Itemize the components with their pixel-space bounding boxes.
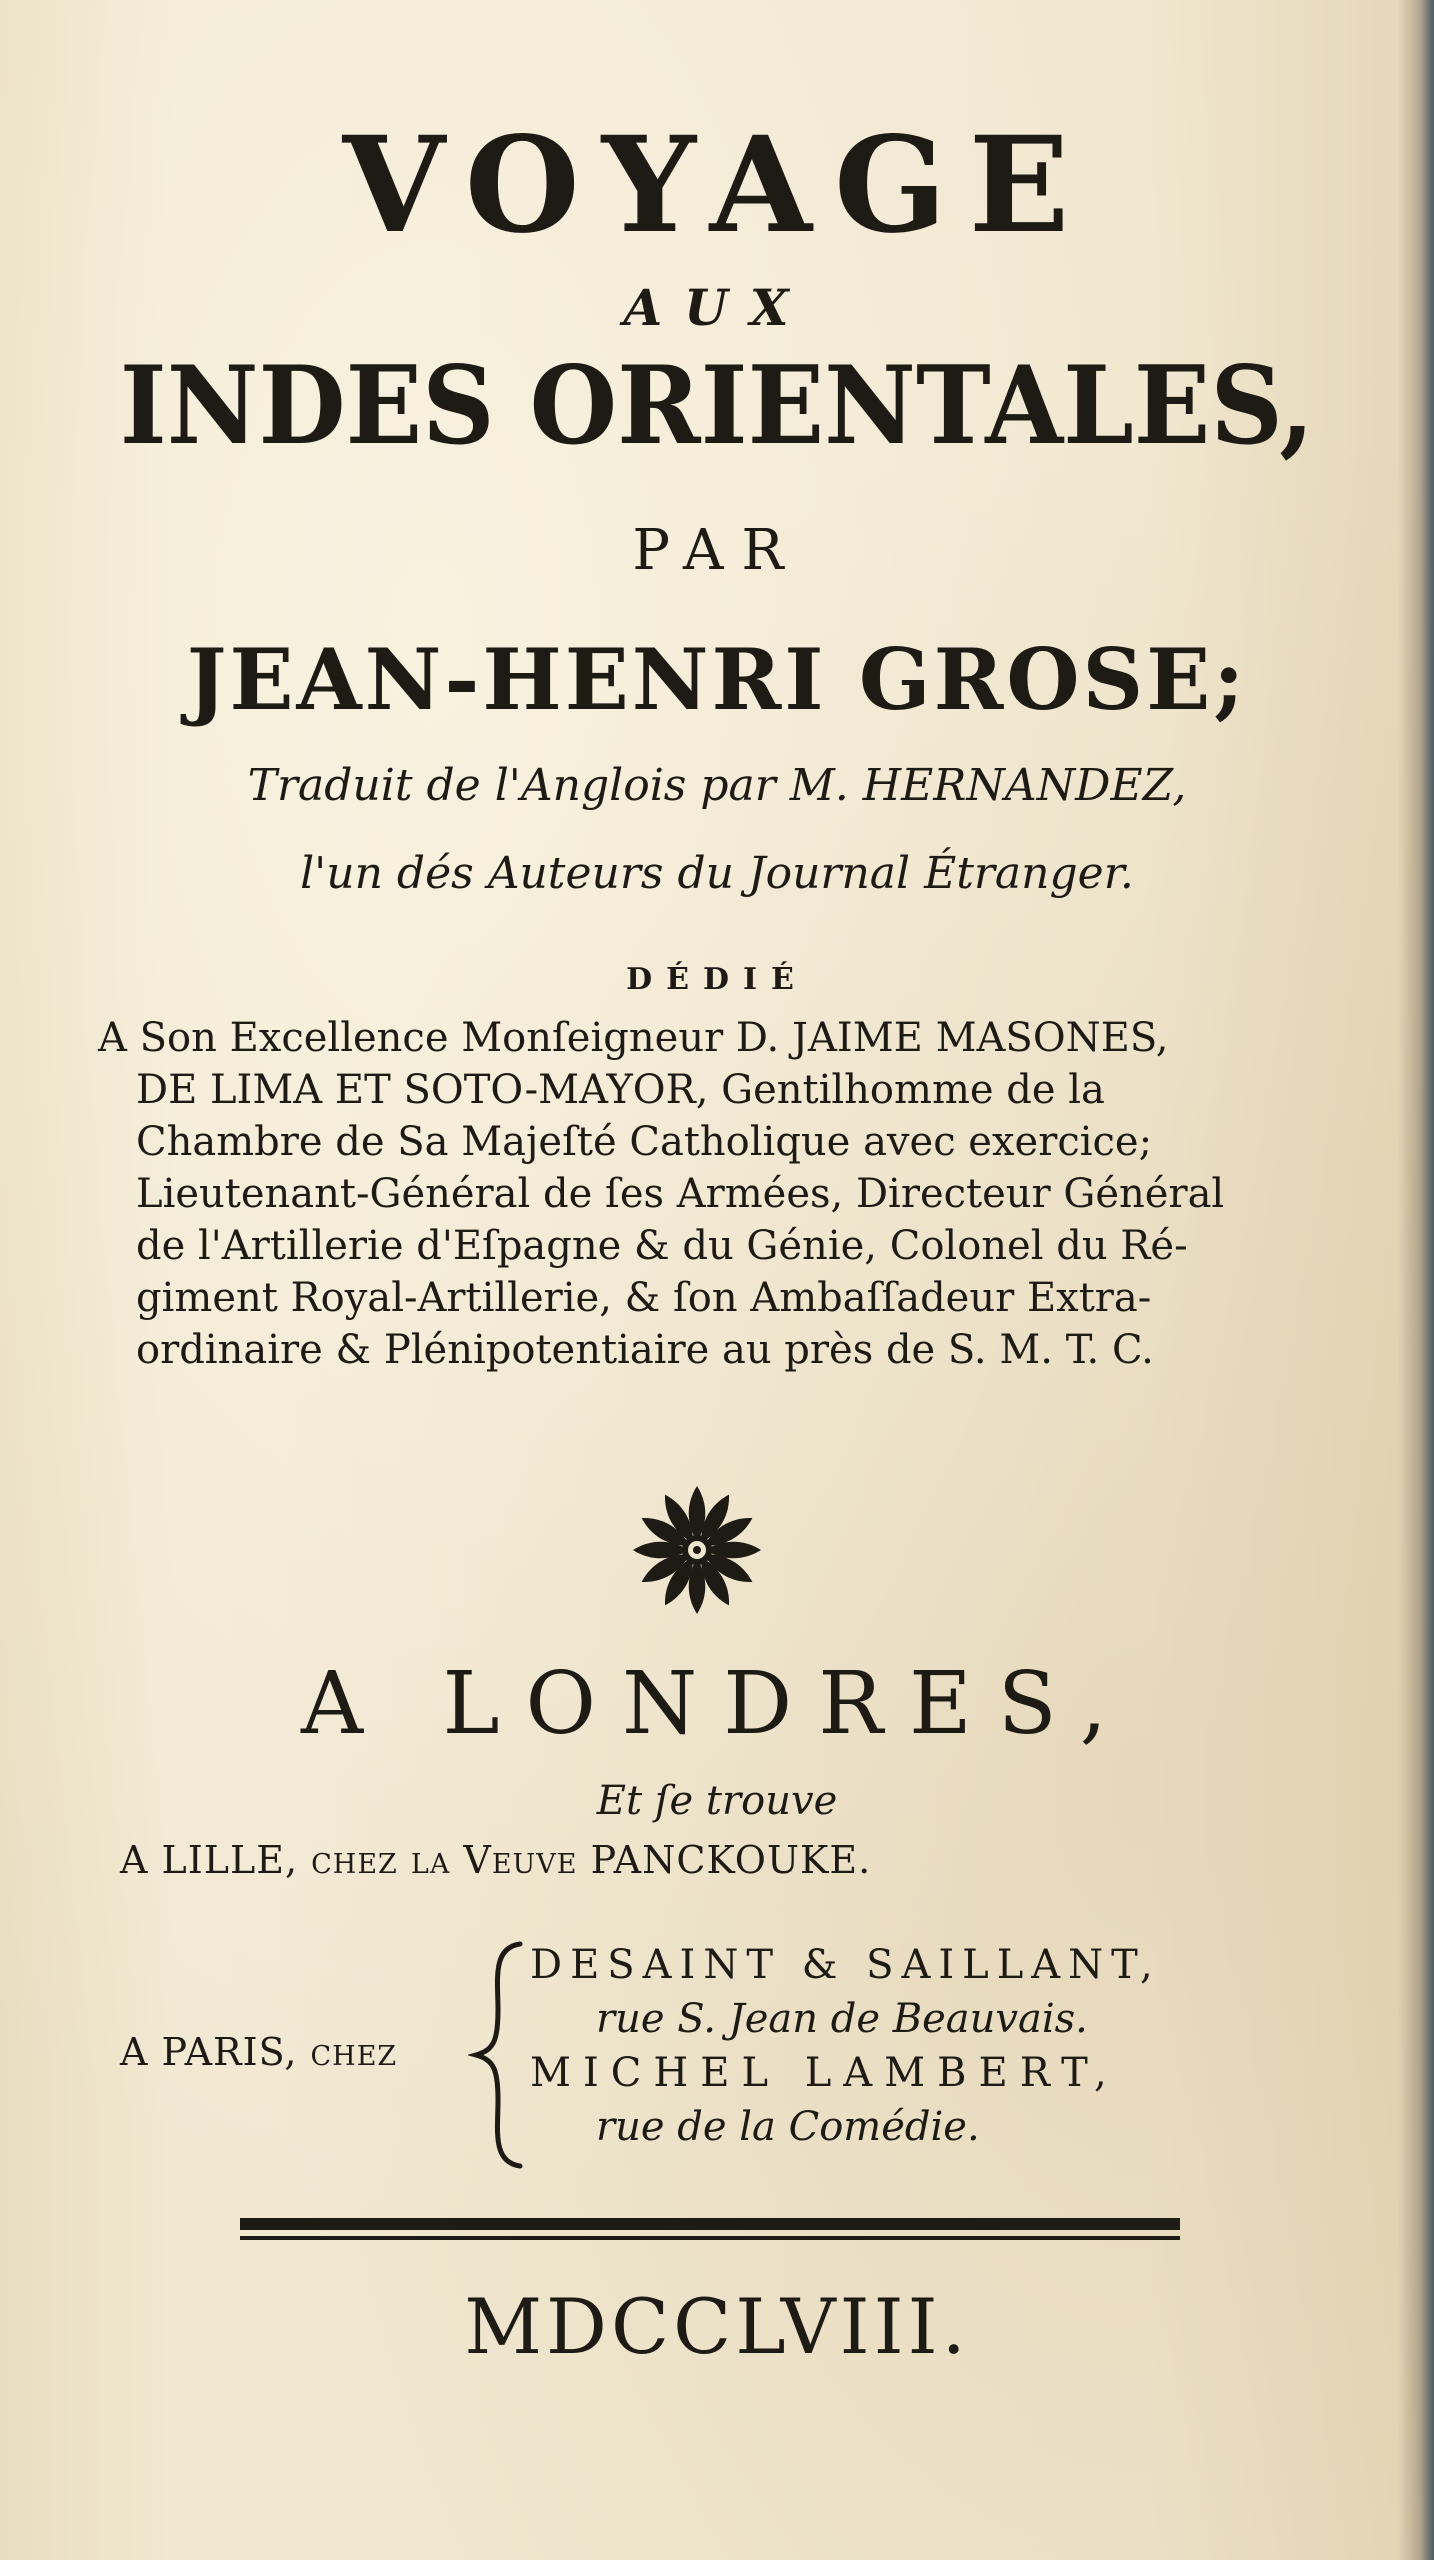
title-par: PAR <box>632 518 802 583</box>
page-edge-shadow <box>1398 0 1434 2560</box>
publication-date: MDCCLVIII. <box>464 2282 970 2371</box>
floral-ornament-icon <box>627 1480 767 1620</box>
title-indes-orientales: INDES ORIENTALES, <box>119 343 1315 469</box>
double-rule <box>240 2214 1180 2244</box>
dedication-line: Lieutenant-Général de ſes Armées, Directeur Général <box>136 1171 1225 1217</box>
dedication-line: de l'Artillerie d'Eſpagne & du Génie, Colonel du Ré- <box>136 1223 1188 1269</box>
seller-address-1: rue S. Jean de Beauvais. <box>596 1996 1088 2042</box>
dedication-line: DE LIMA ET SOTO-MAYOR, Gentilhomme de la <box>136 1067 1105 1113</box>
title-voyage: VOYAGE <box>342 108 1092 263</box>
translator-line-2: l'un dés Auteurs du Journal Étranger. <box>300 848 1134 899</box>
author-name: JEAN-HENRI GROSE; <box>186 630 1248 729</box>
imprint-place: A LONDRES, <box>301 1654 1133 1754</box>
seller-address-2: rue de la Comédie. <box>596 2104 980 2150</box>
title-aux: AUX <box>623 278 811 337</box>
translator-line-1: Traduit de l'Anglois par M. HERNANDEZ, <box>247 760 1187 811</box>
dedication-line: Chambre de Sa Majeſté Catholique avec exercice; <box>136 1119 1153 1165</box>
dedication-line: A Son Excellence Monſeigneur D. JAIME MASONES, <box>98 1015 1169 1061</box>
dedication-heading: DÉDIÉ <box>626 962 808 997</box>
imprint-lille: A LILLE, chez la Veuve PANCKOUKE. <box>120 1838 872 1882</box>
dedication-line: giment Royal-Artillerie, & ſon Ambaſſadeur Extra- <box>136 1275 1152 1321</box>
imprint-paris-label: A PARIS, chez <box>120 2030 398 2074</box>
seller-desaint-saillant: DESAINT & SAILLANT, <box>530 1942 1161 1988</box>
curly-brace-icon <box>468 1940 528 2170</box>
dedication-text <box>98 1012 1278 1376</box>
dedication-line: ordinaire & Plénipotentiaire au près de S. M. T. C. <box>136 1327 1154 1373</box>
seller-michel-lambert: MICHEL LAMBERT, <box>530 2050 1119 2096</box>
imprint-trouve: Et ſe trouve <box>596 1778 838 1824</box>
